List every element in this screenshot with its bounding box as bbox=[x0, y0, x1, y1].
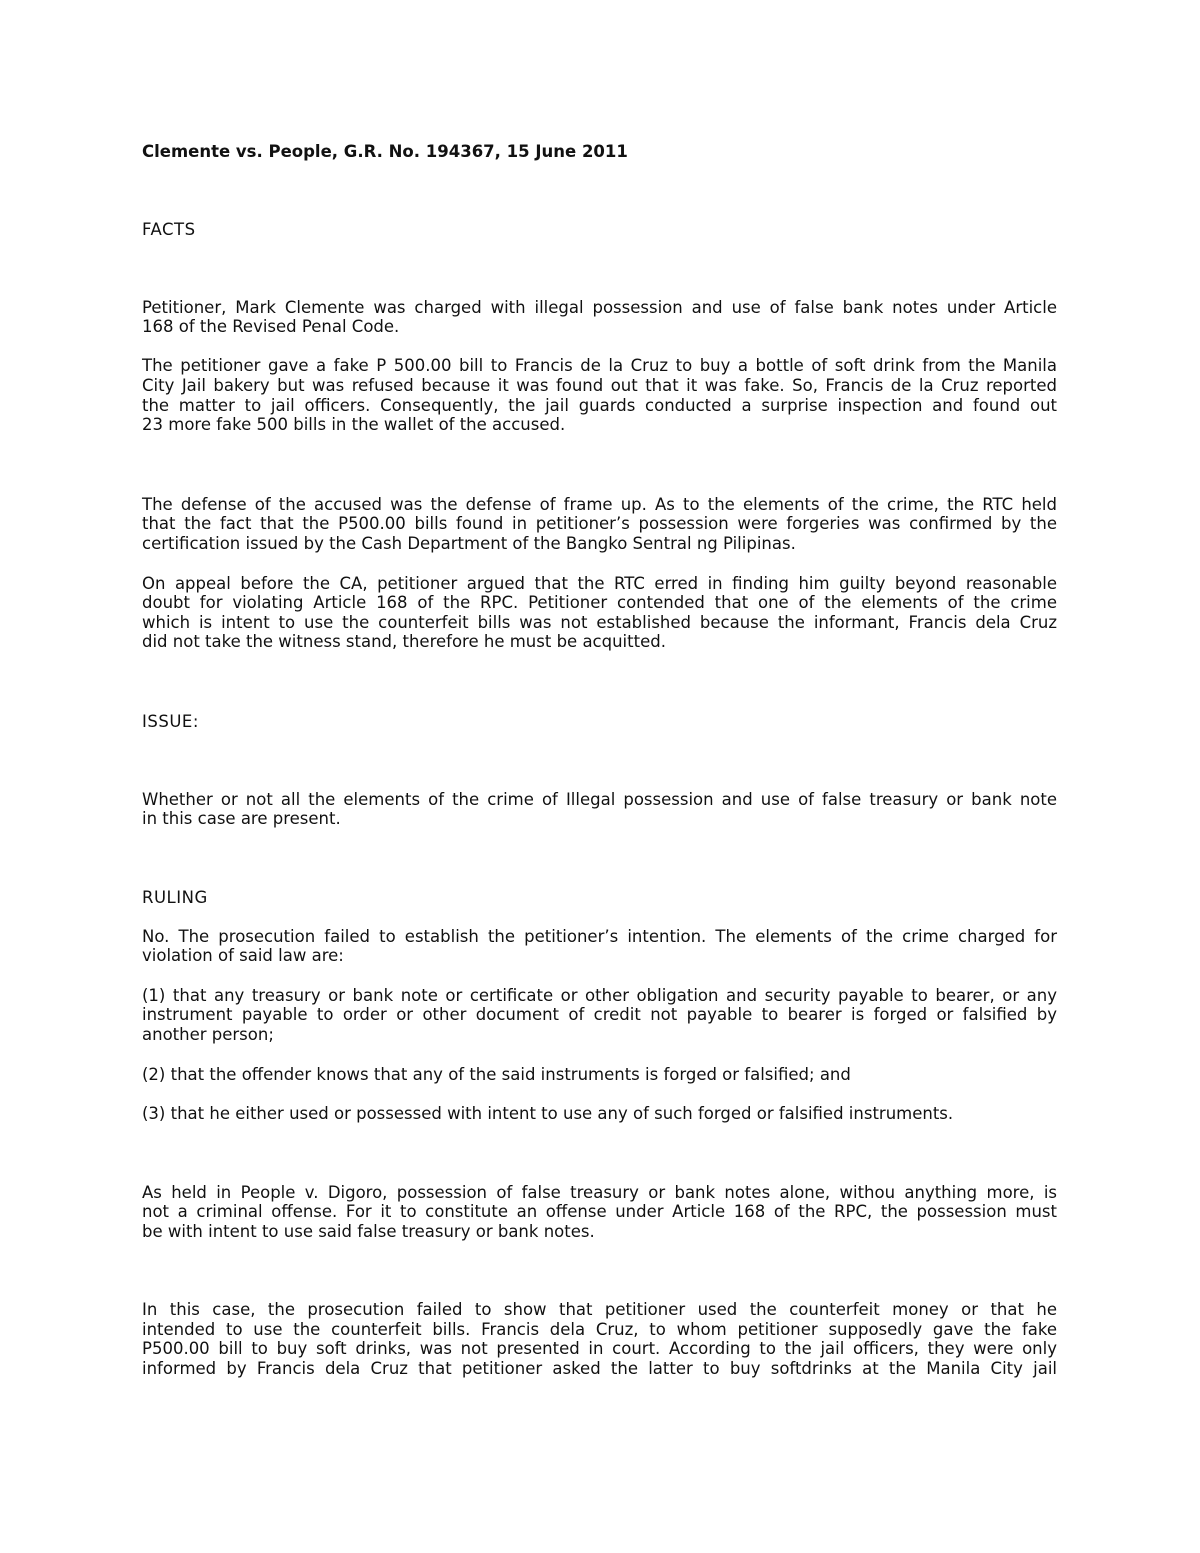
facts-paragraph-4-line-4: did not take the witness stand, therefore he must be acquitted. bbox=[142, 632, 666, 651]
digoro-line-1: As held in People v. Digoro, possession of false treasury or bank notes alone, withou anything more, is bbox=[142, 1183, 1057, 1202]
facts-paragraph-1-line-2: 168 of the Revised Penal Code. bbox=[142, 317, 400, 336]
facts-paragraph-3-line-1: The defense of the accused was the defense of frame up. As to the elements of the crime, the RTC held bbox=[142, 495, 1057, 514]
issue-heading: ISSUE: bbox=[142, 712, 199, 731]
facts-paragraph-4-line-1: On appeal before the CA, petitioner argued that the RTC erred in finding him guilty beyond reasonable bbox=[142, 574, 1057, 593]
digoro-line-2: not a criminal offense. For it to constitute an offense under Article 168 of the RPC, the possession must bbox=[142, 1202, 1057, 1221]
issue-line-2: in this case are present. bbox=[142, 809, 341, 828]
conclusion-line-2: intended to use the counterfeit bills. Francis dela Cruz, to whom petitioner supposedly gave the fake bbox=[142, 1320, 1057, 1339]
facts-paragraph-1-line-1: Petitioner, Mark Clemente was charged with illegal possession and use of false bank notes under Article bbox=[142, 298, 1057, 317]
conclusion-line-3: P500.00 bill to buy soft drinks, was not presented in court. According to the jail officers, they were only bbox=[142, 1339, 1057, 1358]
element-1-line-1: (1) that any treasury or bank note or certificate or other obligation and security payable to bearer, or any bbox=[142, 986, 1057, 1005]
element-1-line-2: instrument payable to order or other document of credit not payable to bearer is forged or falsified by bbox=[142, 1005, 1057, 1024]
element-2: (2) that the offender knows that any of the said instruments is forged or falsified; and bbox=[142, 1065, 851, 1084]
facts-paragraph-2-line-4: 23 more fake 500 bills in the wallet of the accused. bbox=[142, 415, 566, 434]
facts-paragraph-3-line-2: that the fact that the P500.00 bills found in petitioner’s possession were forgeries was confirmed by the bbox=[142, 514, 1057, 533]
conclusion-line-1: In this case, the prosecution failed to show that petitioner used the counterfeit money or that he bbox=[142, 1300, 1057, 1319]
facts-paragraph-3-line-3: certification issued by the Cash Department of the Bangko Sentral ng Pilipinas. bbox=[142, 534, 796, 553]
issue-line-1: Whether or not all the elements of the crime of Illegal possession and use of false treasury or bank note bbox=[142, 790, 1057, 809]
ruling-heading: RULING bbox=[142, 888, 208, 907]
ruling-intro-line-1: No. The prosecution failed to establish the petitioner’s intention. The elements of the crime charged for bbox=[142, 927, 1057, 946]
digoro-line-3: be with intent to use said false treasury or bank notes. bbox=[142, 1222, 595, 1241]
facts-paragraph-2-line-3: the matter to jail officers. Consequently, the jail guards conducted a surprise inspection and found out bbox=[142, 396, 1057, 415]
facts-paragraph-4-line-3: which is intent to use the counterfeit bills was not established because the informant, Francis dela Cruz bbox=[142, 613, 1057, 632]
case-title: Clemente vs. People, G.R. No. 194367, 15 June 2011 bbox=[142, 142, 628, 161]
facts-paragraph-4-line-2: doubt for violating Article 168 of the RPC. Petitioner contended that one of the elements of the crime bbox=[142, 593, 1057, 612]
element-1-line-3: another person; bbox=[142, 1025, 274, 1044]
facts-paragraph-2-line-2: City Jail bakery but was refused because it was found out that it was fake. So, Francis de la Cruz reported bbox=[142, 376, 1057, 395]
conclusion-line-4: informed by Francis dela Cruz that petitioner asked the latter to buy softdrinks at the Manila City jail bbox=[142, 1359, 1057, 1378]
ruling-intro-line-2: violation of said law are: bbox=[142, 946, 344, 965]
facts-paragraph-2-line-1: The petitioner gave a fake P 500.00 bill to Francis de la Cruz to buy a bottle of soft drink from the Manila bbox=[142, 356, 1057, 375]
element-3: (3) that he either used or possessed with intent to use any of such forged or falsified instruments. bbox=[142, 1104, 954, 1123]
facts-heading: FACTS bbox=[142, 220, 196, 239]
